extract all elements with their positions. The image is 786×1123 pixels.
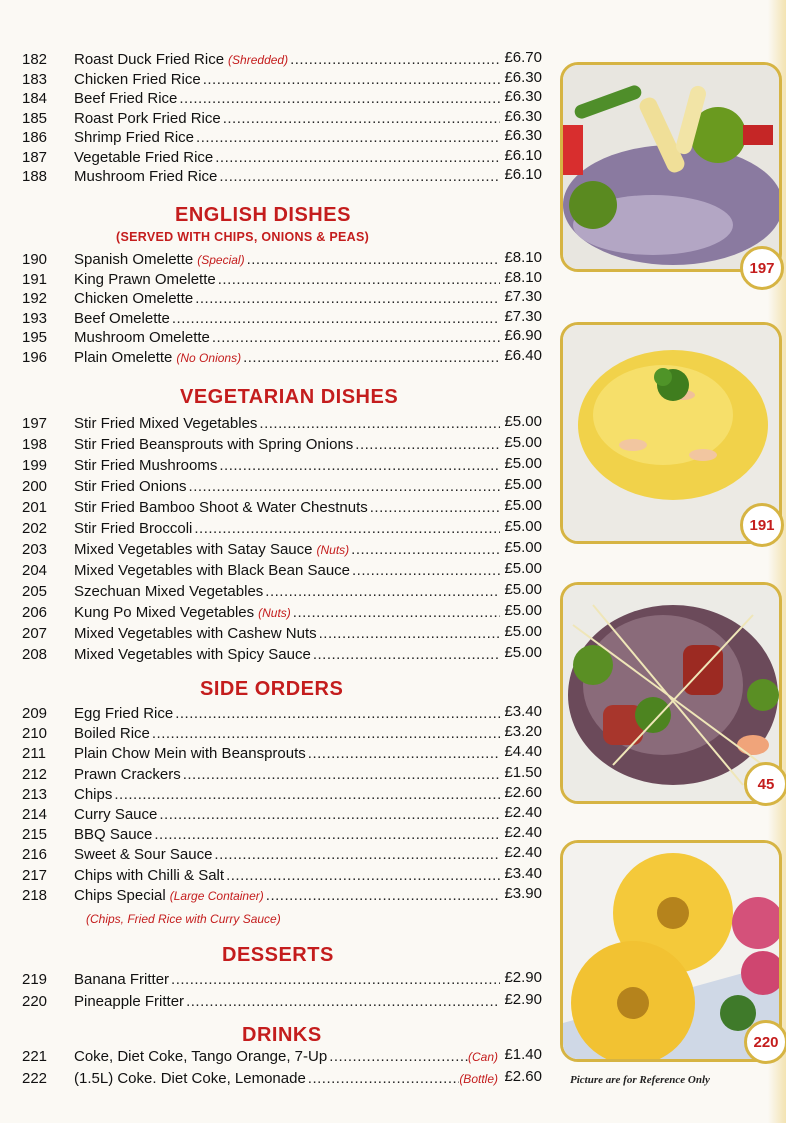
item-number: 213 bbox=[22, 785, 48, 803]
item-name: Boiled Rice bbox=[74, 725, 150, 743]
menu-item-row bbox=[0, 498, 560, 518]
item-price: £5.00 bbox=[504, 518, 542, 535]
menu-item-row bbox=[0, 456, 560, 476]
menu-item-row bbox=[0, 1069, 560, 1089]
item-number: 196 bbox=[22, 348, 48, 366]
item-name-line bbox=[74, 89, 500, 109]
item-name-line bbox=[74, 866, 500, 886]
menu-item-row bbox=[0, 414, 560, 434]
item-name: Prawn Crackers bbox=[74, 765, 181, 783]
dot-leader bbox=[259, 414, 500, 434]
item-number: 209 bbox=[22, 705, 48, 722]
item-price: £2.60 bbox=[504, 783, 542, 801]
menu-item-row bbox=[0, 519, 560, 539]
section-title-vegetarian: VEGETARIAN DISHES bbox=[180, 386, 399, 408]
dot-leader bbox=[247, 250, 500, 270]
dot-leader bbox=[154, 825, 500, 845]
menu-item-row bbox=[0, 603, 560, 623]
item-price: £1.50 bbox=[504, 763, 542, 781]
dot-leader bbox=[352, 561, 500, 581]
item-name: Pineapple Fritter bbox=[74, 993, 185, 1010]
item-name-line bbox=[74, 109, 500, 129]
item-number: 193 bbox=[22, 309, 48, 327]
item-price: £2.40 bbox=[504, 824, 542, 842]
item-price: £5.00 bbox=[504, 581, 542, 598]
item-name-line bbox=[74, 148, 500, 168]
item-price: £6.30 bbox=[504, 107, 542, 125]
item-number: 218 bbox=[22, 886, 48, 904]
item-price: £6.10 bbox=[504, 146, 542, 164]
item-name-line bbox=[74, 970, 500, 990]
section-subtitle-english: (SERVED WITH CHIPS, ONIONS & PEAS) bbox=[116, 230, 370, 244]
menu-item-row bbox=[0, 785, 560, 805]
menu-item-row bbox=[0, 250, 560, 270]
menu-item-row bbox=[0, 50, 560, 70]
item-note: (Large Container) bbox=[169, 888, 264, 903]
item-price: £5.00 bbox=[504, 602, 542, 619]
item-number: 216 bbox=[22, 846, 48, 864]
dot-leader bbox=[189, 477, 500, 497]
dot-leader bbox=[265, 582, 500, 602]
item-number: 207 bbox=[22, 625, 48, 642]
item-name-line bbox=[74, 561, 500, 581]
dot-leader bbox=[172, 309, 500, 329]
item-number: 202 bbox=[22, 520, 48, 537]
item-name-line bbox=[74, 624, 500, 644]
item-name: Plain Omelette bbox=[74, 348, 173, 366]
menu-item-row bbox=[0, 289, 560, 309]
item-note: (Nuts) bbox=[316, 543, 350, 557]
item-price: £6.10 bbox=[504, 166, 542, 183]
menu-item-row bbox=[0, 624, 560, 644]
menu-item-row bbox=[0, 886, 560, 906]
item-name: Mixed Vegetables with Cashew Nuts bbox=[74, 625, 317, 642]
item-name: Mixed Vegetables with Spicy Sauce bbox=[74, 646, 311, 663]
item-price: £2.60 bbox=[504, 1068, 542, 1085]
item-number: 199 bbox=[22, 457, 48, 474]
item-name: Chicken Omelette bbox=[74, 290, 194, 307]
item-name-line bbox=[74, 128, 500, 148]
item-name: Egg Fried Rice bbox=[74, 705, 174, 722]
item-name: Mushroom Omelette bbox=[74, 329, 210, 346]
item-note: (Bottle) bbox=[459, 1072, 498, 1086]
section-title-english: ENGLISH DISHES bbox=[175, 204, 351, 226]
item-name-line bbox=[74, 744, 500, 764]
dot-leader bbox=[218, 270, 500, 290]
item-price: £6.70 bbox=[504, 49, 542, 66]
item-number: 206 bbox=[22, 604, 48, 621]
item-price: £7.30 bbox=[504, 288, 542, 305]
item-price: £5.00 bbox=[504, 413, 542, 430]
photo-badge-191: 191 bbox=[740, 503, 784, 547]
item-name-line bbox=[74, 435, 500, 455]
photo-badge-197: 197 bbox=[740, 246, 784, 290]
stir-fried-vegetables-photo bbox=[560, 62, 782, 272]
item-name-line bbox=[74, 992, 500, 1012]
dot-leader bbox=[308, 744, 500, 764]
item-name-line bbox=[74, 50, 500, 70]
item-note: (No Onions) bbox=[176, 350, 242, 365]
item-number: 215 bbox=[22, 826, 48, 844]
dot-leader bbox=[196, 128, 500, 148]
item-name-line bbox=[74, 498, 500, 518]
item-note: (Special) bbox=[197, 253, 245, 267]
item-name-line bbox=[74, 886, 500, 906]
menu-item-row bbox=[0, 109, 560, 129]
item-number: 195 bbox=[22, 329, 48, 346]
item-number: 220 bbox=[22, 993, 48, 1010]
dot-leader bbox=[351, 540, 500, 560]
item-name-line bbox=[74, 540, 500, 560]
menu-item-row bbox=[0, 70, 560, 90]
item-name-line bbox=[74, 582, 500, 602]
item-price: £7.30 bbox=[504, 307, 542, 325]
item-name: BBQ Sauce bbox=[74, 826, 153, 844]
menu-item-row bbox=[0, 866, 560, 886]
item-number: 221 bbox=[22, 1048, 48, 1065]
dot-leader bbox=[195, 289, 500, 309]
item-price: £5.00 bbox=[504, 539, 542, 556]
dot-leader bbox=[370, 498, 500, 518]
item-number: 219 bbox=[22, 971, 48, 988]
section-title-side-orders: SIDE ORDERS bbox=[200, 678, 344, 700]
dot-leader bbox=[183, 765, 500, 785]
dot-leader bbox=[243, 348, 500, 368]
item-name-line bbox=[74, 805, 500, 825]
item-name-line bbox=[74, 289, 500, 309]
menu-item-row bbox=[0, 309, 560, 329]
item-name: Stir Fried Onions bbox=[74, 478, 187, 495]
item-name: Stir Fried Mixed Vegetables bbox=[74, 415, 258, 432]
item-note: (Nuts) bbox=[258, 606, 291, 620]
item-name-line bbox=[74, 603, 500, 623]
item-number: 222 bbox=[22, 1070, 48, 1087]
item-number: 188 bbox=[22, 168, 48, 185]
dot-leader bbox=[179, 89, 500, 109]
dot-leader bbox=[219, 167, 500, 187]
dot-leader bbox=[329, 1047, 468, 1067]
item-number: 205 bbox=[22, 583, 48, 600]
menu-item-row bbox=[0, 89, 560, 109]
menu-item-row bbox=[0, 724, 560, 744]
item-price: £6.90 bbox=[504, 327, 542, 344]
item-price: £3.40 bbox=[504, 864, 542, 882]
menu-item-row bbox=[0, 1047, 560, 1067]
item-note: (Shredded) bbox=[228, 53, 289, 67]
menu-item-row bbox=[0, 148, 560, 168]
item-number: 182 bbox=[22, 51, 48, 68]
item-name-line bbox=[74, 825, 500, 845]
item-name-line bbox=[74, 845, 500, 865]
item-name: Kung Po Mixed Vegetables bbox=[74, 604, 255, 621]
dot-leader bbox=[215, 148, 500, 168]
item-name-line bbox=[74, 414, 500, 434]
dot-leader bbox=[194, 519, 500, 539]
item-price: £5.00 bbox=[504, 623, 542, 640]
item-name-line bbox=[74, 645, 500, 665]
dot-leader bbox=[319, 624, 500, 644]
item-number: 208 bbox=[22, 646, 48, 663]
item-price: £2.40 bbox=[504, 804, 542, 821]
item-price: £8.10 bbox=[504, 249, 542, 266]
dot-leader bbox=[355, 435, 500, 455]
item-name-line bbox=[74, 1069, 500, 1089]
item-name: Stir Fried Bamboo Shoot & Water Chestnuts bbox=[74, 499, 368, 516]
dot-leader bbox=[290, 50, 500, 70]
item-name-line bbox=[74, 167, 500, 187]
item-number: 190 bbox=[22, 251, 48, 268]
menu-item-row bbox=[0, 582, 560, 602]
dot-leader bbox=[308, 1069, 460, 1089]
item-number: 217 bbox=[22, 866, 48, 884]
dot-leader bbox=[175, 704, 500, 724]
item-number: 211 bbox=[22, 745, 46, 763]
item-name: Mixed Vegetables with Satay Sauce bbox=[74, 541, 313, 558]
item-number: 204 bbox=[22, 562, 48, 579]
item-name-line bbox=[74, 270, 500, 290]
item-name: Stir Fried Mushrooms bbox=[74, 457, 218, 474]
item-price: £6.30 bbox=[504, 68, 542, 86]
dot-leader bbox=[226, 866, 500, 886]
item-name-line bbox=[74, 765, 500, 785]
item-number: 210 bbox=[22, 725, 48, 743]
item-name: Chips with Chilli & Salt bbox=[74, 866, 225, 884]
item-number: 200 bbox=[22, 478, 48, 495]
item-number: 185 bbox=[22, 109, 48, 127]
dot-leader bbox=[114, 785, 500, 805]
dot-leader bbox=[171, 970, 500, 990]
item-price: £5.00 bbox=[504, 497, 542, 514]
chips-special-note: (Chips, Fried Rice with Curry Sauce) bbox=[86, 912, 281, 926]
dot-leader bbox=[152, 724, 500, 744]
dot-leader bbox=[313, 645, 500, 665]
item-name: Plain Chow Mein with Beansprouts bbox=[74, 745, 306, 763]
item-name-line bbox=[74, 724, 500, 744]
item-name: Coke, Diet Coke, Tango Orange, 7-Up bbox=[74, 1048, 328, 1065]
item-name-line bbox=[74, 348, 500, 368]
item-name: King Prawn Omelette bbox=[74, 270, 216, 288]
item-price: £2.90 bbox=[504, 969, 542, 986]
menu-item-row bbox=[0, 805, 560, 825]
menu-item-row bbox=[0, 270, 560, 290]
item-name: Beef Omelette bbox=[74, 309, 170, 327]
item-name: Stir Fried Beansprouts with Spring Onions bbox=[74, 436, 354, 453]
menu-item-row bbox=[0, 348, 560, 368]
menu-item-row bbox=[0, 128, 560, 148]
item-number: 184 bbox=[22, 90, 48, 107]
item-name-line bbox=[74, 456, 500, 476]
reference-note: Picture are for Reference Only bbox=[570, 1074, 710, 1086]
item-name-line bbox=[74, 785, 500, 805]
item-price: £6.30 bbox=[504, 127, 542, 144]
item-price: £4.40 bbox=[504, 743, 542, 761]
menu-item-row bbox=[0, 645, 560, 665]
item-price: £5.00 bbox=[504, 434, 542, 451]
photo-badge-220: 220 bbox=[744, 1020, 786, 1064]
item-number: 201 bbox=[22, 499, 48, 516]
item-number: 183 bbox=[22, 70, 48, 88]
item-name-line bbox=[74, 1047, 500, 1067]
item-price: £1.40 bbox=[504, 1046, 542, 1063]
item-number: 191 bbox=[22, 270, 48, 288]
item-name-line bbox=[74, 70, 500, 90]
item-number: 203 bbox=[22, 541, 48, 558]
item-number: 192 bbox=[22, 290, 48, 307]
item-price: £5.00 bbox=[504, 560, 542, 577]
item-name: Spanish Omelette bbox=[74, 251, 194, 268]
menu-item-row bbox=[0, 540, 560, 560]
item-price: £2.90 bbox=[504, 991, 542, 1008]
menu-item-row bbox=[0, 477, 560, 497]
section-title-desserts: DESSERTS bbox=[222, 944, 334, 966]
item-price: £5.00 bbox=[504, 455, 542, 472]
item-name: (1.5L) Coke. Diet Coke, Lemonade bbox=[74, 1070, 306, 1087]
section-title-drinks: DRINKS bbox=[242, 1024, 322, 1046]
item-number: 187 bbox=[22, 148, 48, 166]
menu-item-row bbox=[0, 744, 560, 764]
item-price: £6.40 bbox=[504, 346, 542, 364]
dot-leader bbox=[203, 70, 500, 90]
item-price: £2.40 bbox=[504, 844, 542, 862]
photo-badge-45: 45 bbox=[744, 762, 786, 806]
item-number: 186 bbox=[22, 129, 48, 146]
item-price: £5.00 bbox=[504, 644, 542, 661]
menu-item-row bbox=[0, 970, 560, 990]
menu-item-row bbox=[0, 704, 560, 724]
item-name: Szechuan Mixed Vegetables bbox=[74, 583, 264, 600]
item-name: Chicken Fried Rice bbox=[74, 70, 201, 88]
dot-leader bbox=[212, 328, 500, 348]
item-name: Curry Sauce bbox=[74, 806, 158, 823]
dot-leader bbox=[293, 603, 500, 623]
menu-item-row bbox=[0, 435, 560, 455]
item-name: Shrimp Fried Rice bbox=[74, 129, 195, 146]
item-name: Banana Fritter bbox=[74, 971, 170, 988]
item-name-line bbox=[74, 309, 500, 329]
dot-leader bbox=[266, 886, 500, 906]
menu-item-row bbox=[0, 825, 560, 845]
item-name-line bbox=[74, 519, 500, 539]
item-price: £3.20 bbox=[504, 723, 542, 741]
item-price: £5.00 bbox=[504, 476, 542, 493]
item-price: £6.30 bbox=[504, 88, 542, 105]
item-number: 198 bbox=[22, 436, 48, 453]
item-number: 214 bbox=[22, 806, 48, 823]
menu-item-row bbox=[0, 992, 560, 1012]
item-name: Sweet & Sour Sauce bbox=[74, 846, 213, 864]
item-name: Mixed Vegetables with Black Bean Sauce bbox=[74, 562, 350, 579]
item-note: (Can) bbox=[467, 1050, 498, 1064]
dot-leader bbox=[186, 992, 500, 1012]
menu-item-row bbox=[0, 167, 560, 187]
item-name-line bbox=[74, 704, 500, 724]
item-name: Stir Fried Broccoli bbox=[74, 520, 193, 537]
dot-leader bbox=[159, 805, 500, 825]
item-name-line bbox=[74, 250, 500, 270]
item-price: £8.10 bbox=[504, 268, 542, 286]
item-number: 197 bbox=[22, 415, 48, 432]
item-name: Beef Fried Rice bbox=[74, 90, 178, 107]
dot-leader bbox=[214, 845, 500, 865]
item-name: Roast Duck Fried Rice bbox=[74, 51, 225, 68]
item-name: Chips bbox=[74, 785, 113, 803]
item-name: Mushroom Fried Rice bbox=[74, 168, 218, 185]
dot-leader bbox=[223, 109, 500, 129]
menu-item-row bbox=[0, 328, 560, 348]
menu-item-row bbox=[0, 561, 560, 581]
menu-item-row bbox=[0, 765, 560, 785]
item-name: Roast Pork Fried Rice bbox=[74, 109, 221, 127]
item-name-line bbox=[74, 328, 500, 348]
item-name: Vegetable Fried Rice bbox=[74, 148, 214, 166]
item-price: £3.40 bbox=[504, 703, 542, 720]
item-number: 212 bbox=[22, 765, 48, 783]
menu-item-row bbox=[0, 845, 560, 865]
item-name: Chips Special bbox=[74, 886, 166, 904]
item-price: £3.90 bbox=[504, 884, 542, 902]
item-name-line bbox=[74, 477, 500, 497]
dot-leader bbox=[219, 456, 500, 476]
